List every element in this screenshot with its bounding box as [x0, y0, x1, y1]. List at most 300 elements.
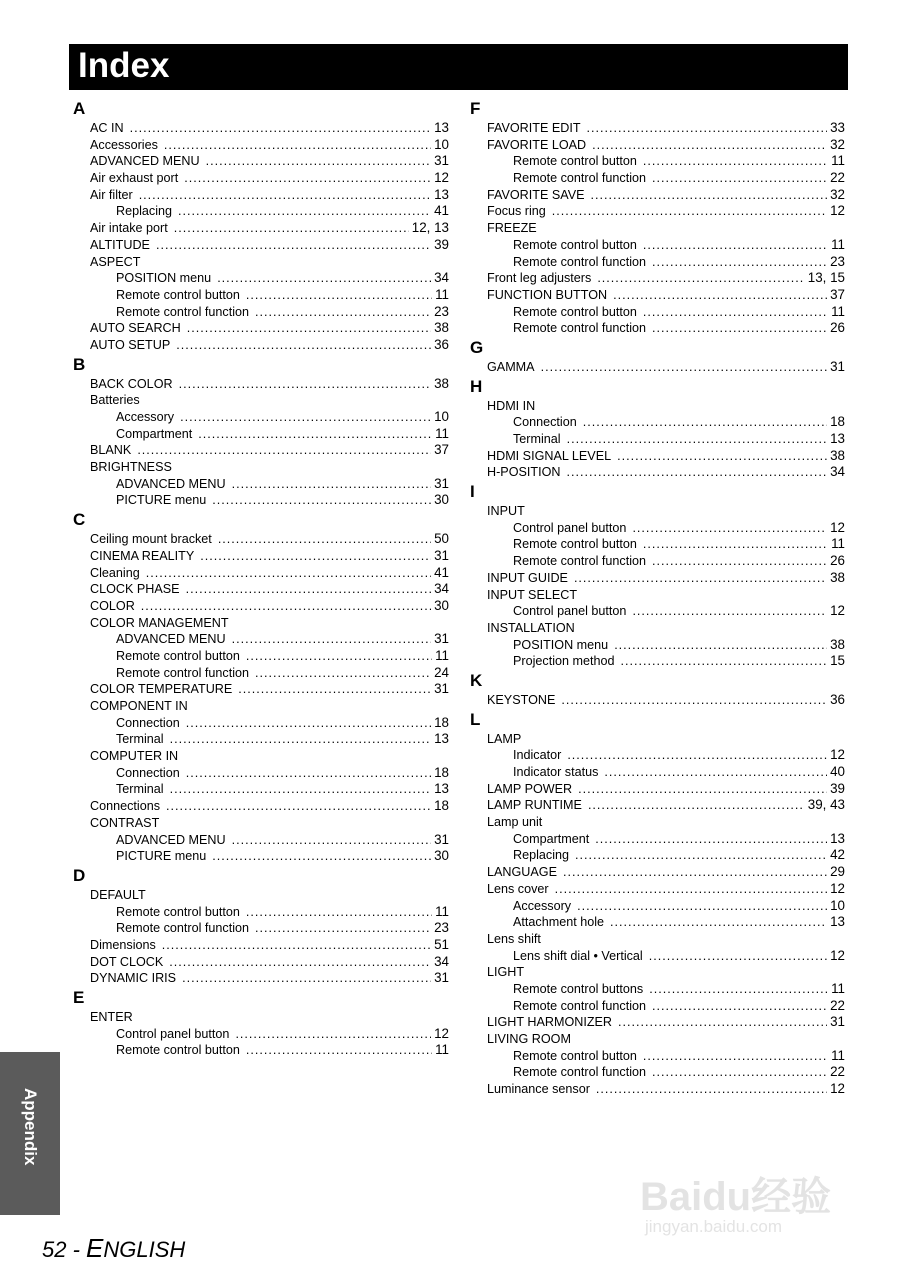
dot-leader — [643, 237, 828, 254]
entry-page: 13 — [434, 781, 449, 797]
entry-term: Control panel button — [513, 604, 627, 619]
index-entry — [470, 503, 845, 520]
index-entry — [73, 442, 449, 459]
entry-term: LAMP POWER — [487, 781, 573, 796]
entry-term: Remote control function — [513, 1065, 647, 1080]
entry-page: 50 — [434, 531, 449, 547]
dot-leader — [583, 414, 827, 431]
index-entry — [73, 615, 449, 632]
index-entry — [470, 814, 845, 831]
section-letter: E — [73, 988, 85, 1007]
entry-page: 39 — [434, 236, 449, 252]
dot-leader — [212, 492, 431, 509]
entry-term: Remote control function — [116, 921, 250, 936]
entry-term: LIVING ROOM — [487, 1032, 571, 1046]
entry-page: 38 — [830, 636, 845, 652]
section-letter: C — [73, 510, 86, 530]
dot-leader — [218, 531, 431, 548]
section-letter: L — [470, 709, 481, 729]
entry-page: 12 — [830, 747, 845, 763]
dot-leader — [217, 270, 431, 287]
index-entry — [73, 237, 449, 254]
index-subentry — [73, 832, 449, 849]
entry-term: Connection — [513, 415, 577, 430]
dot-leader — [621, 653, 828, 670]
dot-leader — [130, 120, 432, 137]
index-entry — [470, 692, 845, 709]
index-entry — [470, 1014, 845, 1031]
dot-leader — [156, 237, 431, 254]
section-letter: F — [470, 99, 481, 118]
index-subentry — [470, 536, 845, 553]
entry-term: Remote control function — [513, 554, 647, 569]
entry-page: 10 — [434, 409, 449, 424]
index-subentry — [73, 648, 449, 665]
entry-page: 31 — [434, 970, 449, 986]
entry-term: Remote control button — [116, 904, 240, 919]
dot-leader — [164, 137, 431, 154]
entry-term: LAMP RUNTIME — [487, 798, 582, 813]
index-entry — [470, 731, 845, 748]
entry-term: Terminal — [513, 432, 561, 446]
entry-term: ADVANCED MENU — [116, 476, 226, 491]
dot-leader — [187, 320, 431, 337]
entry-page: 12 — [434, 170, 449, 186]
dot-leader — [592, 137, 827, 154]
index-entry — [73, 970, 449, 987]
index-subentry — [470, 304, 845, 321]
entry-term: DEFAULT — [90, 887, 146, 902]
entry-page: 22 — [830, 170, 845, 186]
entry-term: BACK COLOR — [90, 376, 173, 391]
entry-term: Air exhaust port — [90, 171, 179, 186]
index-entry — [73, 170, 449, 187]
index-entry — [470, 203, 845, 220]
dot-leader — [632, 520, 827, 537]
entry-term: Indicator — [513, 748, 562, 763]
dot-leader — [186, 715, 431, 732]
baidu-watermark — [640, 1145, 855, 1245]
index-entry — [73, 337, 449, 354]
index-entry — [470, 220, 845, 237]
entry-term: PICTURE menu — [116, 849, 207, 864]
entry-page: 15 — [830, 653, 845, 669]
dot-leader — [652, 254, 827, 271]
index-entry — [470, 187, 845, 204]
dot-leader — [139, 187, 431, 204]
entry-term: INPUT — [487, 504, 525, 519]
dot-leader — [614, 637, 827, 654]
entry-term: Accessory — [116, 410, 175, 424]
index-subentry — [73, 304, 449, 321]
entry-page: 13 — [434, 120, 449, 135]
index-entry — [73, 459, 449, 476]
entry-page: 12 — [830, 947, 845, 963]
dot-leader — [184, 170, 431, 187]
dot-leader — [174, 220, 409, 237]
entry-page: 11 — [831, 980, 845, 996]
entry-term: Remote control button — [513, 537, 637, 552]
index-subentry — [73, 665, 449, 682]
entry-term: Attachment hole — [513, 915, 605, 930]
dot-leader — [597, 270, 804, 287]
index-entry — [470, 359, 845, 376]
index-subentry — [470, 431, 845, 448]
index-entry — [73, 320, 449, 337]
entry-term: Remote control function — [116, 304, 250, 319]
index-entry — [470, 270, 845, 287]
entry-page: 36 — [830, 691, 845, 707]
index-entry — [73, 220, 449, 237]
entry-page: 18 — [434, 798, 449, 814]
entry-page: 31 — [434, 831, 449, 847]
entry-page: 23 — [830, 253, 845, 269]
entry-term: INPUT SELECT — [487, 587, 578, 602]
dot-leader — [232, 631, 431, 648]
entry-page: 12 — [830, 519, 845, 535]
dot-leader — [632, 603, 827, 620]
entry-page: 11 — [831, 236, 845, 252]
entry-page: 12 — [434, 1025, 449, 1041]
index-entry — [73, 548, 449, 565]
dot-leader — [246, 904, 432, 921]
index-entry — [73, 748, 449, 765]
entry-term: Remote control button — [513, 154, 637, 169]
dot-leader — [567, 747, 827, 764]
entry-page: 34 — [830, 464, 845, 480]
entry-page: 38 — [434, 320, 449, 336]
dot-leader — [178, 203, 431, 220]
entry-term: PICTURE menu — [116, 493, 207, 508]
index-entry — [73, 954, 449, 971]
footer-lang-rest: NGLISH — [103, 1237, 186, 1262]
dot-leader — [588, 797, 805, 814]
footer-separator: - — [66, 1237, 87, 1262]
index-subentry — [470, 320, 845, 337]
entry-page: 31 — [434, 475, 449, 491]
page-footer — [42, 1233, 185, 1264]
entry-term: Front leg adjusters — [487, 271, 592, 286]
dot-leader — [618, 1014, 827, 1031]
section-letter: D — [73, 865, 86, 885]
index-entry — [470, 137, 845, 154]
entry-term: Remote control function — [513, 171, 647, 186]
entry-page: 12 — [830, 880, 845, 896]
dot-leader — [552, 203, 827, 220]
index-subentry — [470, 1064, 845, 1081]
entry-term: COLOR — [90, 598, 135, 613]
index-subentry — [73, 287, 449, 304]
entry-term: BLANK — [90, 443, 132, 458]
dot-leader — [575, 847, 827, 864]
index-subentry — [73, 904, 449, 921]
entry-page: 34 — [434, 270, 449, 286]
entry-term: COMPONENT IN — [90, 699, 188, 713]
dot-leader — [255, 304, 431, 321]
dot-leader — [652, 320, 827, 337]
page-number: 52 — [42, 1237, 67, 1262]
entry-page: 38 — [830, 447, 845, 463]
index-entry — [470, 398, 845, 415]
index-entry — [73, 887, 449, 904]
entry-page: 41 — [434, 203, 449, 219]
entry-term: FAVORITE SAVE — [487, 187, 585, 202]
entry-term: LAMP — [487, 731, 522, 746]
entry-term: Compartment — [116, 426, 193, 441]
index-subentry — [73, 848, 449, 865]
index-entry — [73, 1009, 449, 1026]
entry-page: 24 — [434, 664, 449, 680]
entry-page: 26 — [830, 553, 845, 569]
entry-page: 12 — [830, 1081, 845, 1097]
entry-page: 13 — [830, 830, 845, 846]
entry-term: Projection method — [513, 654, 615, 669]
entry-page: 13 — [434, 186, 449, 202]
entry-term: Control panel button — [116, 1026, 230, 1041]
entry-page: 11 — [831, 536, 845, 552]
index-entry — [73, 681, 449, 698]
entry-term: Remote control button — [513, 237, 637, 252]
dot-leader — [166, 798, 431, 815]
section-letter: G — [470, 337, 484, 357]
index-entry — [73, 598, 449, 615]
entry-page: 13 — [434, 731, 449, 747]
index-entry — [73, 937, 449, 954]
index-entry — [470, 120, 845, 137]
entry-term: ENTER — [90, 1010, 133, 1024]
dot-leader — [212, 848, 431, 865]
dot-leader — [232, 832, 431, 849]
index-subentry — [470, 847, 845, 864]
entry-page: 31 — [830, 1014, 845, 1030]
index-column-right — [470, 98, 845, 1098]
index-entry — [73, 798, 449, 815]
entry-term: CINEMA REALITY — [90, 548, 195, 563]
entry-term: COLOR MANAGEMENT — [90, 615, 229, 630]
entry-term: Remote control function — [513, 321, 647, 336]
index-entry — [73, 565, 449, 582]
entry-term: AC IN — [90, 121, 124, 135]
entry-page: 36 — [434, 336, 449, 352]
dot-leader — [246, 648, 432, 665]
dot-leader — [555, 881, 827, 898]
dot-leader — [652, 553, 827, 570]
entry-term: DOT CLOCK — [90, 954, 164, 969]
entry-term: Dimensions — [90, 937, 156, 952]
entry-term: Air intake port — [90, 221, 168, 236]
entry-page: 10 — [830, 897, 845, 913]
dot-leader — [182, 970, 431, 987]
index-entry — [470, 964, 845, 981]
entry-page: 41 — [434, 564, 449, 580]
section-letter: A — [73, 99, 86, 118]
entry-page: 11 — [435, 903, 449, 919]
entry-page: 13 — [830, 431, 845, 446]
footer-lang-initial: E — [86, 1233, 104, 1263]
index-subentry — [470, 637, 845, 654]
index-entry — [73, 581, 449, 598]
entry-term: Lens shift — [487, 931, 541, 946]
dot-leader — [146, 565, 431, 582]
dot-leader — [170, 731, 432, 748]
entry-page: 31 — [434, 153, 449, 169]
side-tab-label: Appendix — [21, 1088, 40, 1166]
entry-page: 32 — [830, 186, 845, 202]
dot-leader — [578, 781, 827, 798]
entry-page: 51 — [434, 936, 449, 952]
index-subentry — [73, 715, 449, 732]
dot-leader — [186, 581, 432, 598]
entry-page: 38 — [830, 569, 845, 585]
entry-term: Control panel button — [513, 520, 627, 535]
entry-term: FREEZE — [487, 221, 537, 236]
entry-page: 18 — [434, 764, 449, 780]
index-entry — [470, 570, 845, 587]
dot-leader — [176, 337, 431, 354]
entry-page: 13 — [830, 914, 845, 930]
index-entry — [73, 376, 449, 393]
index-subentry — [470, 153, 845, 170]
entry-term: POSITION menu — [513, 637, 609, 652]
entry-term: Remote control function — [513, 254, 647, 269]
entry-term: ALTITUDE — [90, 237, 150, 252]
entry-page: 37 — [830, 286, 845, 302]
dot-leader — [563, 864, 827, 881]
entry-term: Lamp unit — [487, 815, 543, 830]
dot-leader — [617, 448, 827, 465]
index-subentry — [470, 1048, 845, 1065]
dot-leader — [200, 548, 431, 565]
index-entry — [73, 815, 449, 832]
index-subentry — [73, 631, 449, 648]
dot-leader — [643, 1048, 828, 1065]
entry-page: 33 — [830, 120, 845, 135]
dot-leader — [141, 598, 431, 615]
entry-term: CONTRAST — [90, 815, 160, 830]
dot-leader — [591, 187, 828, 204]
index-subentry — [73, 731, 449, 748]
index-entry — [470, 587, 845, 604]
watermark-logo: Baidu经验 — [640, 1175, 832, 1219]
dot-leader — [137, 442, 431, 459]
index-subentry — [470, 603, 845, 620]
entry-term: AUTO SEARCH — [90, 321, 181, 336]
entry-term: Batteries — [90, 393, 140, 408]
index-entry — [73, 698, 449, 715]
dot-leader — [186, 765, 431, 782]
entry-term: Connection — [116, 715, 180, 730]
entry-term: LANGUAGE — [487, 865, 557, 880]
dot-leader — [179, 376, 432, 393]
entry-term: Remote control button — [513, 304, 637, 319]
dot-leader — [643, 536, 828, 553]
index-subentry — [73, 920, 449, 937]
index-entry — [470, 287, 845, 304]
entry-term: Ceiling mount bracket — [90, 532, 212, 547]
dot-leader — [649, 948, 827, 965]
title-bar — [69, 44, 848, 90]
entry-term: FAVORITE EDIT — [487, 121, 581, 135]
entry-term: Connection — [116, 765, 180, 780]
section-letter: B — [73, 354, 86, 374]
entry-page: 31 — [434, 547, 449, 563]
entry-term: Luminance sensor — [487, 1082, 590, 1097]
dot-leader — [577, 898, 827, 915]
entry-page: 22 — [830, 997, 845, 1013]
entry-page: 26 — [830, 320, 845, 336]
index-entry — [470, 931, 845, 948]
page-title: Index — [78, 46, 170, 85]
index-subentry — [470, 998, 845, 1015]
index-entry — [73, 120, 449, 137]
dot-leader — [652, 1064, 827, 1081]
entry-term: Indicator status — [513, 765, 599, 779]
entry-page: 23 — [434, 303, 449, 319]
entry-page: 22 — [830, 1064, 845, 1080]
index-subentry — [470, 831, 845, 848]
entry-term: LIGHT — [487, 965, 525, 980]
entry-page: 12, 13 — [411, 220, 449, 236]
entry-page: 30 — [434, 492, 449, 508]
dot-leader — [541, 359, 828, 376]
index-entry — [73, 153, 449, 170]
index-subentry — [73, 203, 449, 220]
dot-leader — [595, 831, 827, 848]
index-entry — [73, 137, 449, 154]
entry-page: 39 — [830, 780, 845, 796]
dot-leader — [610, 914, 827, 931]
entry-term: KEYSTONE — [487, 692, 556, 707]
section-letter: I — [470, 482, 475, 502]
entry-term: Remote control button — [116, 1043, 240, 1058]
entry-page: 29 — [830, 864, 845, 880]
entry-term: GAMMA — [487, 359, 535, 374]
entry-term: Remote control button — [116, 287, 240, 302]
entry-term: COLOR TEMPERATURE — [90, 682, 233, 697]
index-entry — [470, 1031, 845, 1048]
index-subentry — [73, 409, 449, 426]
index-subentry — [470, 898, 845, 915]
entry-page: 32 — [830, 136, 845, 152]
dot-leader — [613, 287, 827, 304]
index-subentry — [73, 426, 449, 443]
section-letter: K — [470, 670, 483, 690]
dot-leader — [255, 665, 431, 682]
section-letter: H — [470, 376, 483, 396]
watermark-url: jingyan.baidu.com — [645, 1217, 783, 1236]
dot-leader — [246, 287, 432, 304]
entry-term: Accessories — [90, 137, 158, 152]
index-subentry — [470, 170, 845, 187]
index-subentry — [73, 270, 449, 287]
index-subentry — [470, 653, 845, 670]
entry-term: FUNCTION BUTTON — [487, 287, 608, 302]
entry-term: Focus ring — [487, 204, 546, 219]
entry-term: AUTO SETUP — [90, 337, 171, 352]
dot-leader — [596, 1081, 827, 1098]
entry-term: Replacing — [116, 204, 173, 219]
dot-leader — [162, 937, 431, 954]
entry-page: 18 — [830, 414, 845, 430]
entry-term: LIGHT HARMONIZER — [487, 1015, 613, 1030]
index-subentry — [73, 1026, 449, 1043]
entry-term: Remote control button — [513, 1048, 637, 1063]
entry-term: Lens shift dial • Vertical — [513, 948, 643, 963]
dot-leader — [246, 1042, 432, 1059]
index-subentry — [470, 414, 845, 431]
dot-leader — [652, 998, 827, 1015]
entry-term: DYNAMIC IRIS — [90, 971, 177, 986]
